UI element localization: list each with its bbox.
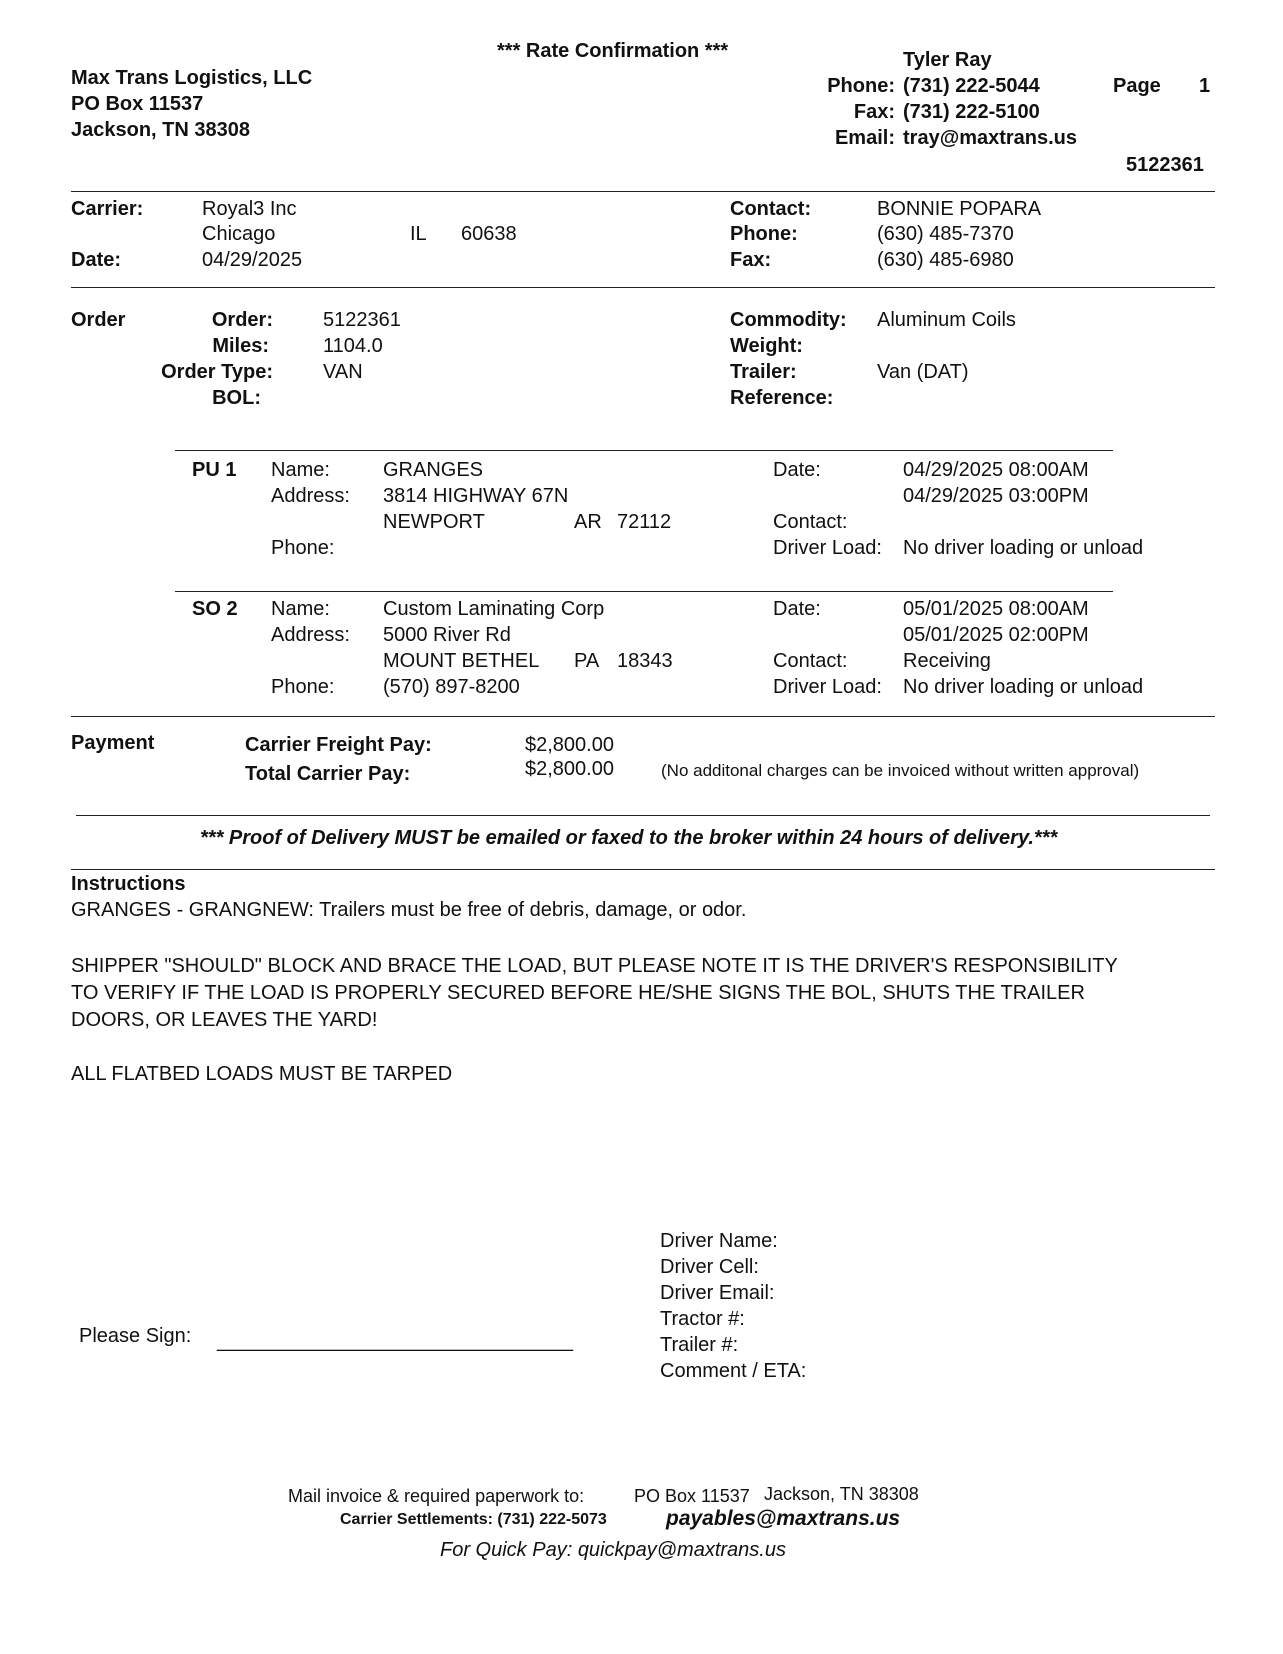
miles-label: Miles:	[212, 335, 269, 357]
payables-email[interactable]: payables@maxtrans.us	[666, 1507, 901, 1530]
stop-date-label: Date:	[773, 459, 821, 481]
divider	[71, 716, 1215, 717]
carrier-phone-label: Phone:	[730, 223, 798, 245]
driver-name-field: Driver Name:	[660, 1230, 778, 1252]
bol-label: BOL:	[212, 387, 261, 409]
document-title: *** Rate Confirmation ***	[497, 40, 729, 62]
total-pay-label: Total Carrier Pay:	[245, 763, 411, 785]
stop-name-label: Name:	[271, 459, 330, 481]
payment-note: (No additonal charges can be invoiced without written approval)	[661, 761, 1140, 780]
stop-date-start: 04/29/2025 08:00AM	[903, 459, 1089, 481]
instruction-line: TO VERIFY IF THE LOAD IS PROPERLY SECURED BEFORE HE/SHE SIGNS THE BOL, SHUTS THE TRAILER	[71, 982, 1085, 1004]
order-miles: 1104.0	[323, 335, 383, 357]
carrier-zip: 60638	[461, 223, 517, 245]
page-number: 1	[1199, 75, 1211, 97]
stop-address: 5000 River Rd	[383, 624, 511, 646]
instruction-line: SHIPPER "SHOULD" BLOCK AND BRACE THE LOAD, BUT PLEASE NOTE IT IS THE DRIVER'S RESPONSIBILITY	[71, 955, 1118, 977]
carrier-state: IL	[410, 223, 427, 245]
stop-date-label: Date:	[773, 598, 821, 620]
tractor-field: Tractor #:	[660, 1308, 745, 1330]
carrier-fax: (630) 485-6980	[877, 249, 1014, 271]
stop-code: PU 1	[192, 459, 237, 481]
driver-email-field: Driver Email:	[660, 1282, 775, 1304]
stop-zip: 18343	[617, 650, 673, 672]
driver-cell-field: Driver Cell:	[660, 1256, 759, 1278]
page-label: Page	[1113, 75, 1161, 97]
order-trailer: Van (DAT)	[877, 361, 969, 383]
stop-zip: 72112	[617, 511, 672, 533]
stop-phone: (570) 897-8200	[383, 676, 520, 698]
date-label: Date:	[71, 249, 122, 271]
order-label: Order:	[211, 309, 273, 331]
carrier-phone: (630) 485-7370	[877, 223, 1014, 245]
stop-name: Custom Laminating Corp	[383, 598, 605, 620]
order-section-label: Order	[71, 309, 126, 331]
trailer-label: Trailer:	[730, 361, 797, 383]
stop-city: NEWPORT	[383, 511, 485, 533]
freight-pay: $2,800.00	[525, 734, 614, 756]
stop-contact: Receiving	[903, 650, 991, 672]
stop-name: GRANGES	[383, 459, 484, 481]
rep-name: Tyler Ray	[903, 49, 992, 71]
stop-city: MOUNT BETHEL	[383, 650, 540, 672]
trailer-field: Trailer #:	[660, 1334, 739, 1356]
instruction-line: DOORS, OR LEAVES THE YARD!	[71, 1009, 378, 1031]
carrier-label: Carrier:	[71, 198, 144, 220]
carrier-fax-label: Fax:	[730, 249, 772, 271]
rep-fax: (731) 222-5100	[903, 101, 1040, 123]
weight-label: Weight:	[730, 335, 803, 357]
payment-section-label: Payment	[71, 732, 155, 754]
stop-driver-load: No driver loading or unload	[903, 537, 1144, 559]
carrier-date: 04/29/2025	[202, 249, 303, 271]
stop-divider	[175, 591, 1113, 592]
stop-address-label: Address:	[271, 485, 350, 507]
stop-date-end: 05/01/2025 02:00PM	[903, 624, 1089, 646]
footer-city: Jackson, TN 38308	[764, 1484, 919, 1504]
order-type-label: Order Type:	[161, 361, 273, 383]
stop-driver-load-label: Driver Load:	[773, 676, 882, 698]
stop-date-end: 04/29/2025 03:00PM	[903, 485, 1089, 507]
instructions-heading: Instructions	[71, 873, 186, 895]
carrier-contact: BONNIE POPARA	[877, 198, 1042, 220]
stop-name-label: Name:	[271, 598, 330, 620]
stop-state: AR	[574, 511, 602, 533]
pod-notice: *** Proof of Delivery MUST be emailed or faxed to the broker within 24 hours of delivery.***	[200, 827, 1058, 849]
total-pay: $2,800.00	[525, 758, 614, 780]
stop-contact-label: Contact:	[773, 650, 848, 672]
mail-invoice-label: Mail invoice & required paperwork to:	[288, 1486, 585, 1506]
stop-phone-label: Phone:	[271, 676, 335, 698]
stop-driver-load: No driver loading or unload	[903, 676, 1144, 698]
divider	[76, 815, 1210, 816]
stop-driver-load-label: Driver Load:	[773, 537, 882, 559]
rep-email-label: Email:	[834, 127, 895, 149]
quick-pay[interactable]: For Quick Pay: quickpay@maxtrans.us	[440, 1539, 786, 1561]
rep-email: tray@maxtrans.us	[903, 127, 1078, 149]
divider	[71, 869, 1215, 870]
comment-eta-field: Comment / ETA:	[660, 1360, 807, 1382]
reference-label: Reference:	[730, 387, 834, 409]
load-number: 5122361	[1126, 154, 1204, 176]
carrier-settlements: Carrier Settlements: (731) 222-5073	[340, 1511, 607, 1528]
order-commodity: Aluminum Coils	[877, 309, 1016, 331]
divider	[71, 287, 1215, 288]
instruction-line: GRANGES - GRANGNEW: Trailers must be free of debris, damage, or odor.	[71, 899, 747, 921]
rep-fax-label: Fax:	[853, 101, 895, 123]
order-number: 5122361	[323, 309, 401, 331]
freight-pay-label: Carrier Freight Pay:	[245, 734, 432, 756]
company-city: Jackson, TN 38308	[71, 119, 250, 141]
contact-label: Contact:	[730, 198, 812, 220]
rep-phone: (731) 222-5044	[903, 75, 1040, 97]
stop-state: PA	[574, 650, 600, 672]
please-sign-label: Please Sign:	[79, 1325, 192, 1347]
stop-address: 3814 HIGHWAY 67N	[383, 485, 569, 507]
order-type: VAN	[323, 361, 363, 383]
instruction-line: ALL FLATBED LOADS MUST BE TARPED	[71, 1063, 453, 1085]
commodity-label: Commodity:	[730, 309, 847, 331]
company-name: Max Trans Logistics, LLC	[71, 67, 313, 89]
signature-line[interactable]: ________________________________	[217, 1330, 573, 1352]
company-address: PO Box 11537	[71, 93, 204, 115]
stop-divider	[175, 450, 1113, 451]
stop-phone-label: Phone:	[271, 537, 335, 559]
stop-address-label: Address:	[271, 624, 350, 646]
stop-date-start: 05/01/2025 08:00AM	[903, 598, 1089, 620]
divider	[71, 191, 1215, 192]
carrier-name: Royal3 Inc	[202, 198, 297, 220]
carrier-city: Chicago	[202, 223, 276, 245]
rep-phone-label: Phone:	[827, 75, 895, 97]
stop-contact-label: Contact:	[773, 511, 848, 533]
footer-po-box: PO Box 11537	[634, 1486, 750, 1506]
stop-code: SO 2	[192, 598, 238, 620]
